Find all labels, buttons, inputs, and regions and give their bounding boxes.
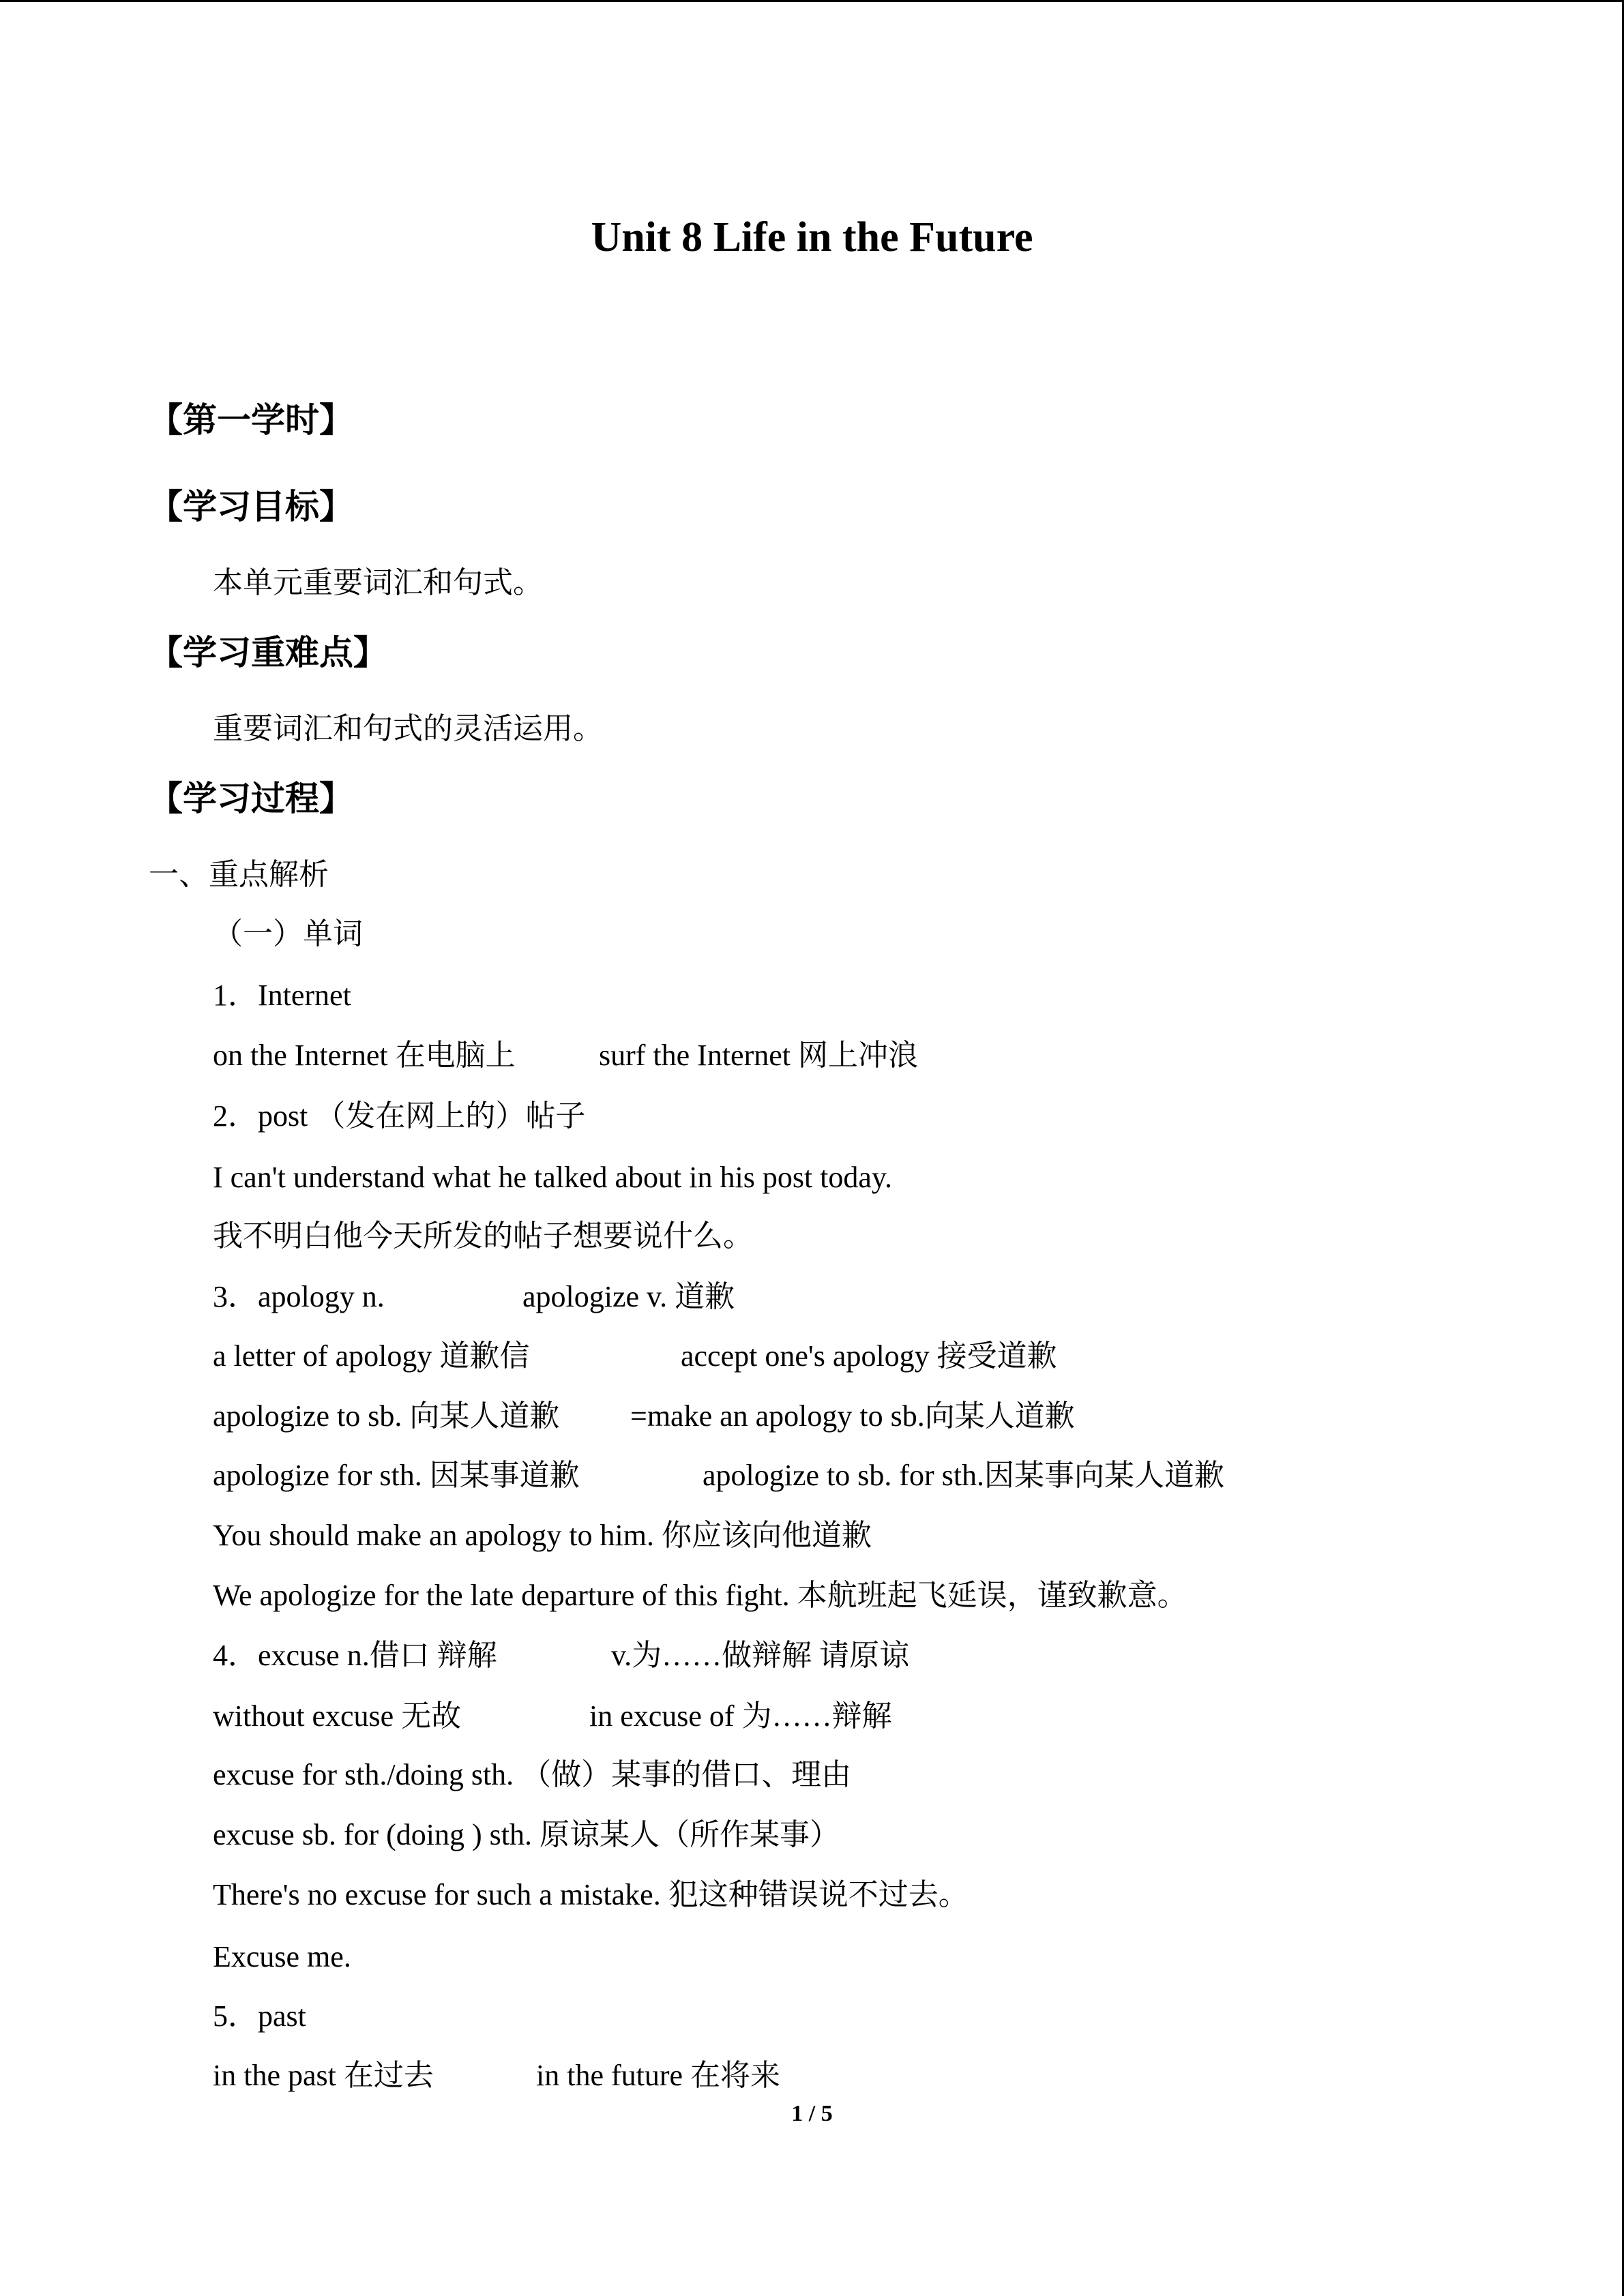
word-5-line-1 [213,2059,1441,2095]
word-4-line-1-a: without excuse 无故 [213,1699,462,1733]
word-3-line-1-a: a letter of apology 道歉信 [213,1339,530,1373]
word-4-title-verb: v.为……做辩解 请原谅 [611,1639,910,1672]
heading-objectives: 【学习目标】 [149,487,353,526]
word-3-line-1 [213,1340,1441,1375]
heading-process: 【学习过程】 [149,779,353,818]
word-5-line-1-a: in the past 在过去 [213,2059,434,2092]
word-3-line-3 [213,1459,1441,1495]
word-2-example-cn: 我不明白他今天所发的帖子想要说什么。 [213,1219,753,1253]
heading-lesson: 【第一学时】 [149,400,353,440]
page-number: 1 / 5 [791,2101,833,2126]
word-5-title: 5．past [213,1999,306,2033]
word-1-phrase-b: surf the Internet 网上冲浪 [599,1039,918,1072]
word-4-title [213,1639,1441,1675]
word-5-line-1-b: in the future 在将来 [536,2059,781,2092]
word-4-line-5: Excuse me. [213,1940,351,1973]
word-4-line-3: excuse sb. for (doing ) sth. 原谅某人（所作某事） [213,1818,840,1851]
key-points-body: 重要词汇和句式的灵活运用。 [213,712,603,745]
word-4-title-noun: 4．excuse n.借口 辩解 [213,1639,497,1672]
word-1-title: 1．Internet [213,979,351,1012]
heading-key-points: 【学习重难点】 [149,633,387,672]
word-3-line-2-b: =make an apology to sb.向某人道歉 [630,1399,1075,1433]
word-1-phrase-a: on the Internet 在电脑上 [213,1039,516,1072]
word-3-title-verb: apologize v. 道歉 [522,1280,735,1313]
word-2-example-en: I can't understand what he talked about in his post today. [213,1161,893,1194]
word-4-line-1 [213,1700,1441,1735]
section-one-heading: 一、重点解析 [149,858,329,891]
objectives-body: 本单元重要词汇和句式。 [213,566,543,599]
word-3-title-noun: 3．apology n. [213,1280,385,1313]
word-4-line-2: excuse for sth./doing sth. （做）某事的借口、理由 [213,1758,852,1791]
word-3-line-2-a: apologize to sb. 向某人道歉 [213,1399,560,1433]
document-title: Unit 8 Life in the Future [591,214,1033,260]
word-3-line-3-a: apologize for sth. 因某事道歉 [213,1459,580,1492]
word-3-line-4: You should make an apology to him. 你应该向他道歉 [213,1519,872,1552]
subsection-words-heading: （一）单词 [213,917,363,951]
word-4-line-4: There's no excuse for such a mistake. 犯这种错误说不过去。 [213,1878,969,1911]
word-2-title: 2．post （发在网上的）帖子 [213,1099,586,1133]
word-1-line [213,1039,1441,1075]
word-3-line-2 [213,1400,1441,1435]
word-3-line-3-b: apologize to sb. for sth.因某事向某人道歉 [703,1459,1225,1492]
word-3-title [213,1281,1441,1316]
word-3-line-1-b: accept one's apology 接受道歉 [681,1339,1057,1373]
word-4-line-1-b: in excuse of 为……辩解 [589,1699,892,1733]
word-3-line-5: We apologize for the late departure of this fight. 本航班起飞延误，谨致歉意。 [213,1579,1187,1612]
